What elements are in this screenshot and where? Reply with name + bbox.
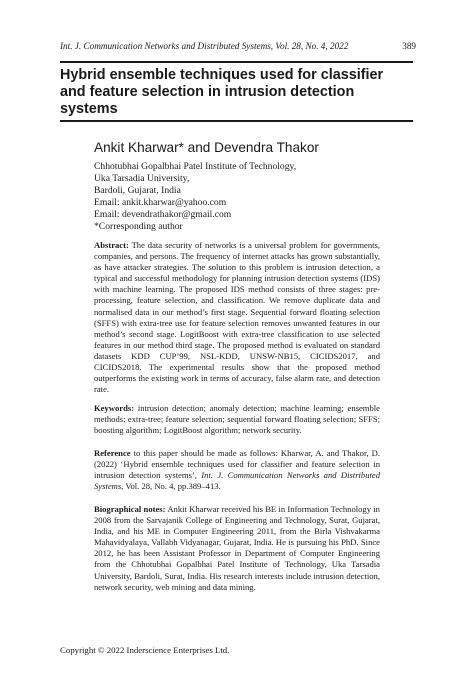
- keywords-text: intrusion detection; anomaly detection; machine learning; ensemble methods; extra-tree; feature selection; sequential forward floating selection; SFFS; boosting algorithm; LogitBoost algorithm; network security.: [94, 403, 380, 436]
- affiliation-line: Uka Tarsadia University,: [94, 173, 190, 184]
- abstract-label: Abstract:: [94, 240, 129, 250]
- affiliation-line: Chhotubhai Gopalbhai Patel Institute of Technology,: [94, 161, 297, 172]
- reference-text: to this paper should be made as follows: Kharwar, A. and Thakor, D. (2022) ‘Hybrid ensemble techniques used for classifier and feature selection in intrusion detection systems’,: [94, 448, 380, 481]
- biographical-notes: [94, 504, 380, 593]
- running-head: [60, 40, 416, 52]
- title-top-rule: [60, 61, 413, 63]
- abstract: [94, 240, 380, 395]
- affiliation: [94, 161, 394, 233]
- corresponding-author-note: *Corresponding author: [94, 221, 183, 232]
- copyright: Copyright © 2022 Inderscience Enterprises Ltd.: [60, 645, 230, 655]
- abstract-text: The data security of networks is a universal problem for governments, companies, and persons. The frequency of internet attacks has grown substantially, as have attacker strategies. The solution to this problem is intrusion detection, a typical and successful methodology for planning intrusion detection systems (IDS) with machine learning. The proposed IDS method consists of three stages: pre-processing, feature selection, and classification. We remove duplicate data and normalised data in our method’s first stage. Sequential forward floating selection (SFFS) with extra-tree use for feature selection removes unwanted features in our method’s second stage. LogitBoost with extra-tree classification to use selected features in our method third stage. The proposed method is evaluated on standard datasets KDD CUP’99, NSL-KDD, UNSW-NB15, CICIDS2017, and CICIDS2018. The experimental results show that the proposed method outperforms the existing work in terms of accuracy, false alarm rate, and detection rate.: [94, 240, 380, 395]
- keywords: [94, 403, 380, 436]
- paper-title: Hybrid ensemble techniques used for classifier and feature selection in intrusion detection systems: [60, 67, 384, 117]
- page-number: 389: [402, 41, 416, 51]
- reference: [94, 448, 380, 492]
- bio-label: Biographical notes:: [94, 504, 166, 514]
- reference-journal: Int. J. Communication Networks and Distributed Systems: [94, 470, 381, 492]
- email-line: Email: devendrathakor@gmail.com: [94, 209, 232, 220]
- bio-text: Ankit Kharwar received his BE in Information Technology in 2008 from the Sarvajanik College of Engineering and Technology, Surat, Gujarat, India, and his ME in Computer Engineering 2011, from the Birla Vishvakarma Mahavidyalaya, Vallabh Vidyanagar, Gujarat, India. He is pursuing his PhD. Since 2012, he has been Assistant Professor in Department of Computer Engineering from the Chhotubhai Gopalbhai Patel Institute of Technology, Uka Tarsadia University, Bardoli, Surat, India. His research interests include intrusion detection, network security, web mining and data mining.: [94, 504, 380, 592]
- reference-details: , Vol. 28, No. 4, pp.389–413.: [121, 481, 221, 492]
- affiliation-line: Bardoli, Gujarat, India: [94, 185, 181, 196]
- authors: Ankit Kharwar* and Devendra Thakor: [94, 140, 319, 155]
- keywords-label: Keywords:: [94, 403, 135, 413]
- title-bottom-rule: [60, 120, 413, 122]
- reference-label: Reference: [94, 448, 131, 458]
- journal-citation: Int. J. Communication Networks and Distributed Systems, Vol. 28, No. 4, 2022: [60, 41, 349, 51]
- email-line: Email: ankit.kharwar@yahoo.com: [94, 197, 227, 208]
